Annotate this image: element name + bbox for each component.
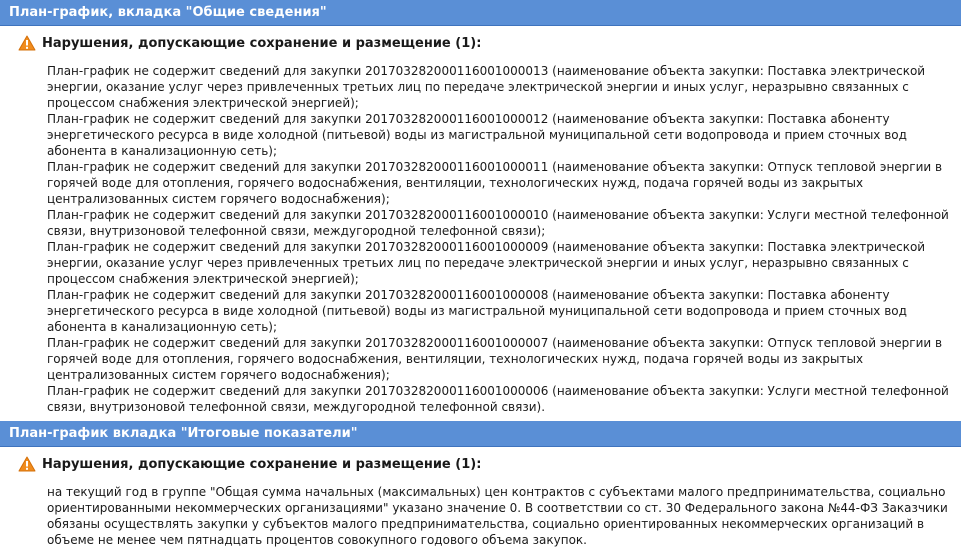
message-list [0, 484, 961, 548]
violation-message: на текущий год в группе "Общая сумма начальных (максимальных) цен контрактов с субъектами малого предпринимательства, социально ориентированными некоммерческих организациями" указано значение 0. В соответствии со ст. 30 Федерального закона №44-ФЗ Заказчики обязаны осуществлять закупки у субъектов малого предпринимательства, социально ориентированных некоммерческих организаций в объеме не менее чем пятнадцать процентов совокупного годового объема закупок. [47, 485, 948, 547]
warning-triangle-icon [18, 456, 36, 472]
warning-title: Нарушения, допускающие сохранение и размещение (1): [42, 35, 482, 51]
section-body [0, 26, 961, 421]
violation-message: План-график не содержит сведений для закупки 201703282000116001000011 (наименование объекта закупки: Отпуск тепловой энергии в горячей воде для отопления, горячего водоснабжения, вентиляции, технологических нужд, подача горячей воды из закрытых централизованных систем горячего водоснабжения); [47, 160, 943, 206]
warning-row [0, 32, 961, 54]
section-header: План-график вкладка "Итоговые показатели" [0, 421, 961, 447]
section-header: План-график, вкладка "Общие сведения" [0, 0, 961, 26]
section-summary-indicators [0, 421, 961, 548]
section-body [0, 447, 961, 548]
message-list [0, 63, 961, 415]
violation-message: План-график не содержит сведений для закупки 201703282000116001000009 (наименование объекта закупки: Поставка электрической энергии, оказание услуг через привлеченных третьих лиц по передаче электрической энергии и иных услуг, неразрывно связанных с процессом снабжения электрической энергией); [47, 240, 926, 286]
violation-message: План-график не содержит сведений для закупки 201703282000116001000010 (наименование объекта закупки: Услуги местной телефонной связи, внутризоновой телефонной связи, междугородной телефонной связи); [47, 208, 949, 238]
violation-message: План-график не содержит сведений для закупки 201703282000116001000006 (наименование объекта закупки: Услуги местной телефонной связи, внутризоновой телефонной связи, междугородной телефонной связи). [47, 384, 949, 414]
violation-message: План-график не содержит сведений для закупки 201703282000116001000007 (наименование объекта закупки: Отпуск тепловой энергии в горячей воде для отопления, горячего водоснабжения, вентиляции, технологических нужд, подача горячей воды из закрытых централизованных систем горячего водоснабжения); [47, 336, 943, 382]
warning-row [0, 453, 961, 475]
warning-title: Нарушения, допускающие сохранение и размещение (1): [42, 456, 482, 472]
violation-message: План-график не содержит сведений для закупки 201703282000116001000008 (наименование объекта закупки: Поставка абоненту энергетического ресурса в виде холодной (питьевой) воды из магистральной муниципальной сети водопровода и прием сточных вод абонента в канализационную сеть); [47, 288, 907, 334]
violation-message: План-график не содержит сведений для закупки 201703282000116001000013 (наименование объекта закупки: Поставка электрической энергии, оказание услуг через привлеченных третьих лиц по передаче электрической энергии и иных услуг, неразрывно связанных с процессом снабжения электрической энергией); [47, 64, 926, 110]
violation-message: План-график не содержит сведений для закупки 201703282000116001000012 (наименование объекта закупки: Поставка абоненту энергетического ресурса в виде холодной (питьевой) воды из магистральной муниципальной сети водопровода и прием сточных вод абонента в канализационную сеть); [47, 112, 907, 158]
warning-triangle-icon [18, 35, 36, 51]
